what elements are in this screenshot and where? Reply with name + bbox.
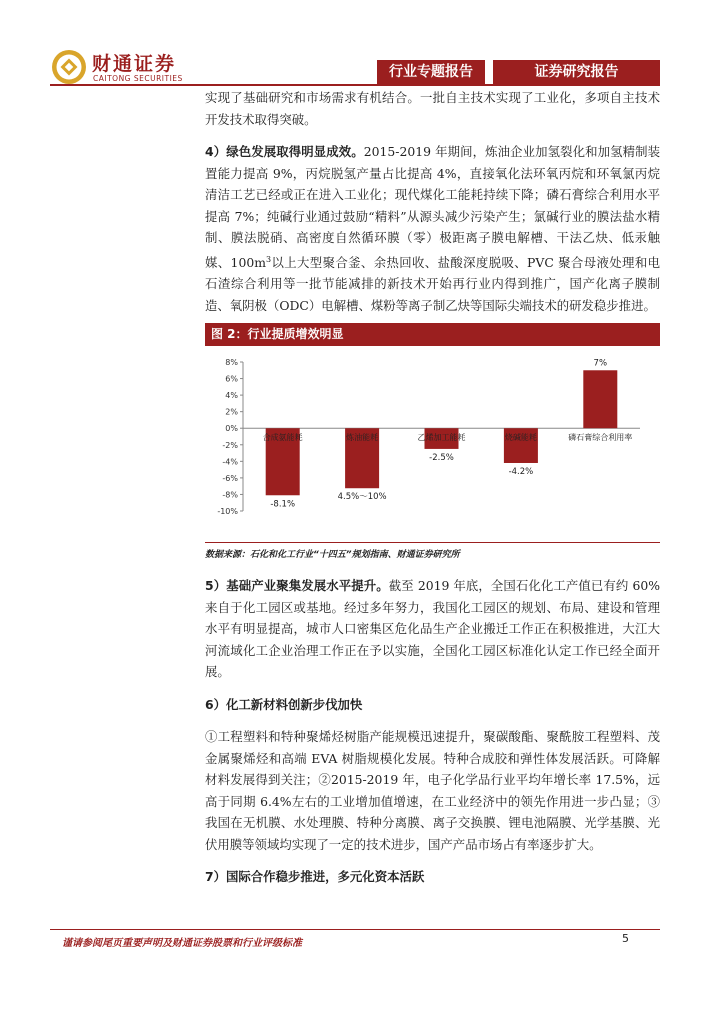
section-4-lead: 4）绿色发展取得明显成效。 <box>205 144 364 159</box>
header-divider <box>50 84 660 86</box>
figure-title: 图 2：行业提质增效明显 <box>205 323 660 346</box>
data-label: 7% <box>593 358 608 369</box>
chart-bar <box>583 370 617 428</box>
figure-bottom-rule <box>205 542 660 543</box>
data-label: -8.1% <box>270 499 296 510</box>
data-label: -4.2% <box>508 467 534 478</box>
category-label: 乙烯加工能耗 <box>417 433 466 443</box>
figure-chart <box>205 346 660 542</box>
y-tick-label: 4% <box>225 391 238 401</box>
category-label: 烧碱能耗 <box>504 433 537 443</box>
section-4-text-part1: 2015-2019 年期间，炼油企业加氢裂化和加氢精制装置能力提高 9%，丙烷脱氢产量占比提高 4%，直接氧化法环氧丙烷和环氧氯丙烷清洁工艺已经或正在进入工业化；现代煤化工能耗持续下降；磷石膏综合利用水平提高 7%；纯碱行业通过鼓励“精料”从源头减少污染产生；氯碱行业的膜法盐水精制、膜法脱硝、高密度自然循环膜（零）极距离子膜电解槽、干法乙炔、低汞触媒、100m <box>205 144 660 270</box>
figure-source: 数据来源：石化和化工行业“十四五”规划指南、财通证券研究所 <box>205 550 460 561</box>
y-tick-label: -8% <box>222 490 238 500</box>
logo-coin-icon <box>50 48 88 86</box>
bar-chart <box>205 346 660 542</box>
section-6-paragraph: ①工程塑料和特种聚烯烃树脂产能规模迅速提升，聚碳酸酯、聚酰胺工程塑料、茂金属聚烯烃和高端 EVA 树脂规模化发展。特种合成胶和弹性体发展活跃。可降解材料发展得到关注；②2015-2019 年，电子化学品行业平均年增长率 17.5%，远高于同期 6.4%左右的工业增加值增速，在工业经济中的领先作用进一步凸显；③我国在无机膜、水处理膜、特种分离膜、离子交换膜、锂电池隔膜、光学基膜、光伏用膜等领域均实现了一定的技术进步，国产产品市场占有率逐步扩大。 <box>205 729 660 852</box>
footer-disclaimer: 谨请参阅尾页重要声明及财通证券股票和行业评级标准 <box>62 938 302 949</box>
y-tick-label: -2% <box>222 440 238 450</box>
category-label: 炼油能耗 <box>346 433 379 443</box>
industry-report-tag: 行业专题报告 <box>377 60 485 84</box>
y-tick-label: -6% <box>222 474 238 484</box>
section-4-superscript: 3 <box>265 254 272 264</box>
section-4-text-part2: 以上大型聚合釜、余热回收、盐酸深度脱吸、PVC 聚合母液处理和电石渣综合利用等一批节能减排的新技术开始再行业内得到推广，国产化离子膜制造、氧阴极（ODC）电解槽、煤粉等离子制乙炔等国际尖端技术的研发稳步推进。 <box>205 254 660 313</box>
y-tick-label: 8% <box>225 358 238 368</box>
intro-paragraph: 实现了基础研究和市场需求有机结合。一批自主技术实现了工业化，多项自主技术开发技术取得突破。 <box>205 90 660 127</box>
footer-divider <box>50 929 660 930</box>
section-4-paragraph <box>205 141 660 316</box>
section-6-title: 6）化工新材料创新步伐加快 <box>205 696 363 712</box>
category-label: 合成氨能耗 <box>262 433 303 443</box>
section-5-lead: 5）基础产业聚集发展水平提升。 <box>205 578 389 594</box>
section-7-title: 7）国际合作稳步推进，多元化资本活跃 <box>205 869 425 885</box>
category-label: 磷石膏综合利用率 <box>568 433 633 443</box>
page-body <box>205 87 660 888</box>
section-5-text: 截至 2019 年底，全国石化化工产值已有约 60%来自于化工园区或基地。经过多年努力，我国化工园区的规划、布局、建设和管理水平有明显提高，城市人口密集区危化品生产企业搬迁工作正在积极推进，大江大河流域化工企业治理工作正在予以实施，全国化工园区标准化认定工作已经全面开展。 <box>205 578 661 680</box>
brand-name-en: CAITONG SECURITIES <box>93 74 183 83</box>
y-tick-label: -10% <box>217 507 238 517</box>
page-number: 5 <box>622 932 629 945</box>
y-tick-label: 0% <box>225 424 238 434</box>
y-tick-label: -4% <box>222 457 238 467</box>
research-report-tag: 证券研究报告 <box>493 60 660 84</box>
data-label: 4.5%～10% <box>337 492 387 503</box>
data-label: -2.5% <box>429 453 454 464</box>
y-tick-label: 2% <box>225 407 238 417</box>
y-tick-label: 6% <box>225 374 238 384</box>
section-5-paragraph <box>205 575 660 683</box>
brand-name-cn: 财通证券 <box>92 53 177 75</box>
